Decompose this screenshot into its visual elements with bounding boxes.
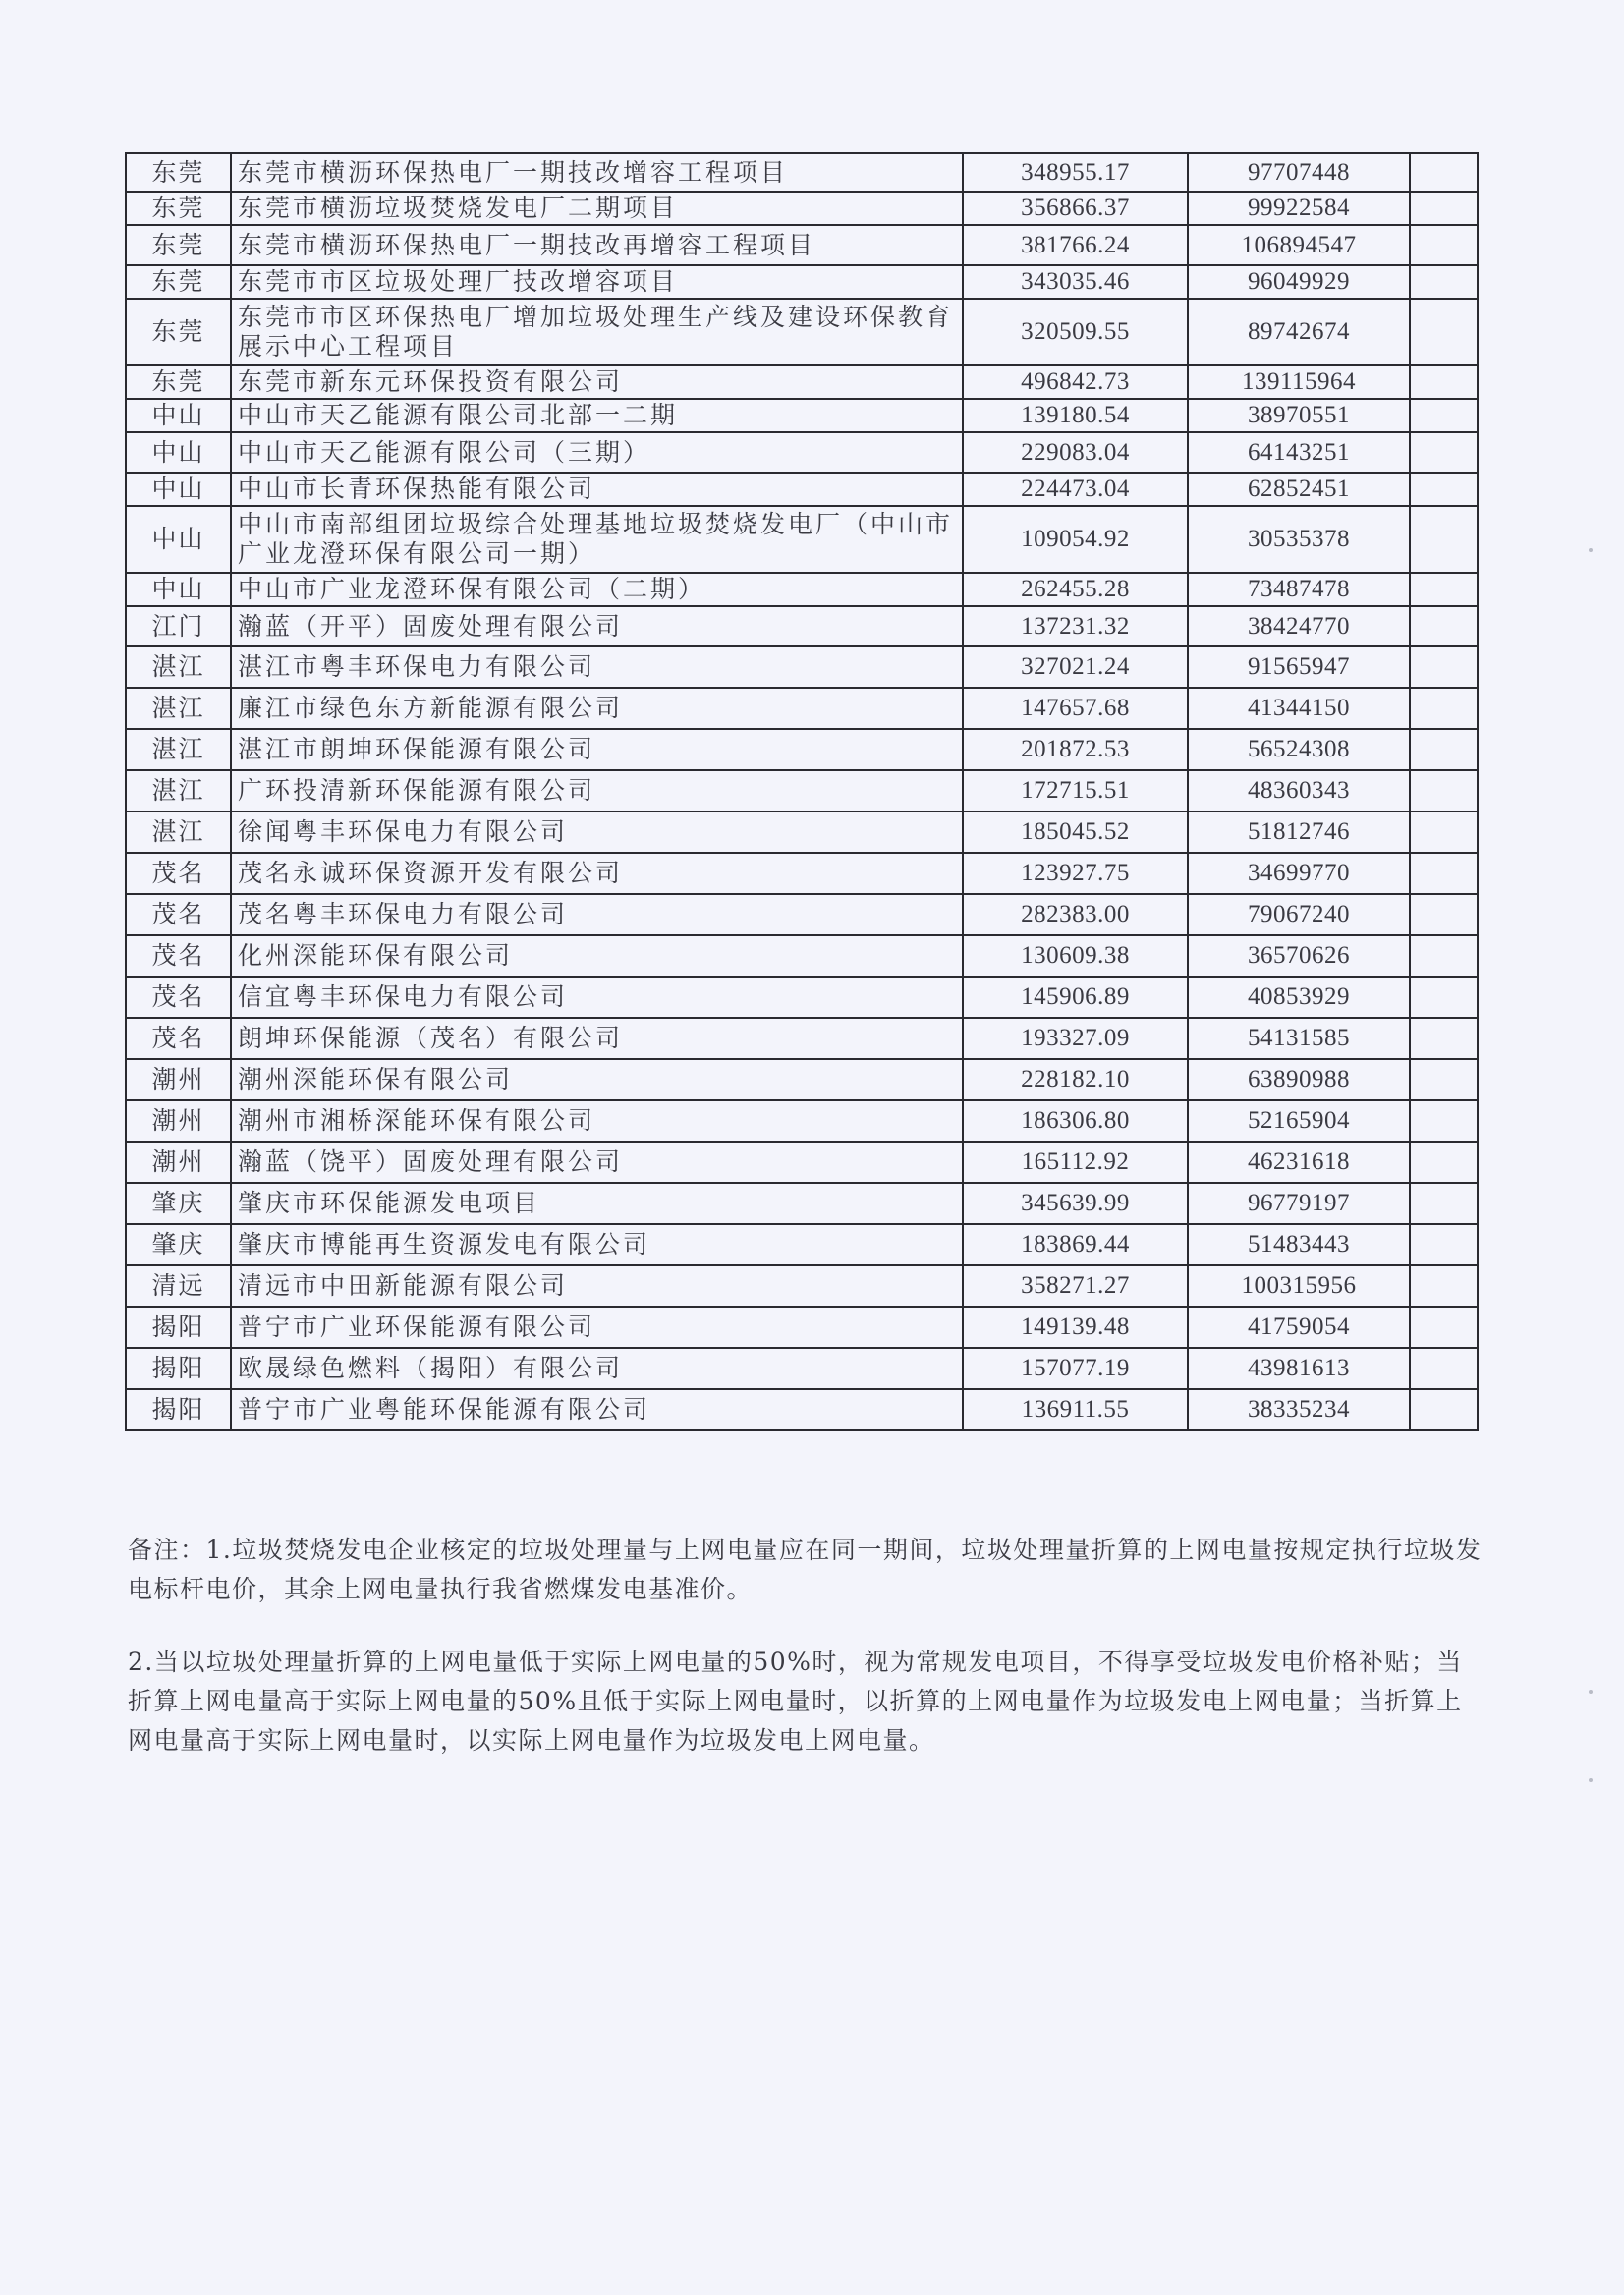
remark-cell xyxy=(1410,365,1478,399)
remark-cell xyxy=(1410,1348,1478,1389)
grid-electricity-cell: 43981613 xyxy=(1188,1348,1410,1389)
remark-cell xyxy=(1410,473,1478,506)
plant-name-cell: 东莞市市区垃圾处理厂技改增容项目 xyxy=(231,265,963,299)
table-row xyxy=(126,1183,1478,1224)
garbage-volume-cell: 358271.27 xyxy=(963,1265,1188,1307)
table-row xyxy=(126,935,1478,977)
remark-cell xyxy=(1410,225,1478,265)
remark-cell xyxy=(1410,646,1478,688)
grid-electricity-cell: 38970551 xyxy=(1188,399,1410,432)
remark-cell xyxy=(1410,770,1478,812)
plant-name-cell: 肇庆市博能再生资源发电有限公司 xyxy=(231,1224,963,1265)
table-row xyxy=(126,1059,1478,1100)
garbage-volume-cell: 123927.75 xyxy=(963,853,1188,894)
table-row xyxy=(126,729,1478,770)
garbage-volume-cell: 496842.73 xyxy=(963,365,1188,399)
remark-cell xyxy=(1410,729,1478,770)
remark-cell xyxy=(1410,853,1478,894)
grid-electricity-cell: 139115964 xyxy=(1188,365,1410,399)
table-row xyxy=(126,432,1478,473)
table-row xyxy=(126,977,1478,1018)
table-row xyxy=(126,770,1478,812)
garbage-volume-cell: 193327.09 xyxy=(963,1018,1188,1059)
plant-name-cell: 中山市长青环保热能有限公司 xyxy=(231,473,963,506)
plant-name-cell: 湛江市朗坤环保能源有限公司 xyxy=(231,729,963,770)
garbage-volume-cell: 185045.52 xyxy=(963,812,1188,853)
garbage-volume-cell: 228182.10 xyxy=(963,1059,1188,1100)
garbage-volume-cell: 172715.51 xyxy=(963,770,1188,812)
table-row xyxy=(126,1100,1478,1142)
plant-name-cell: 徐闻粤丰环保电力有限公司 xyxy=(231,812,963,853)
remark-cell xyxy=(1410,1018,1478,1059)
city-cell: 东莞 xyxy=(126,225,231,265)
plant-name-cell: 中山市天乙能源有限公司北部一二期 xyxy=(231,399,963,432)
city-cell: 东莞 xyxy=(126,265,231,299)
remark-cell xyxy=(1410,935,1478,977)
table-row xyxy=(126,1389,1478,1430)
plant-name-cell: 瀚蓝（开平）固废处理有限公司 xyxy=(231,606,963,646)
grid-electricity-cell: 38424770 xyxy=(1188,606,1410,646)
grid-electricity-cell: 64143251 xyxy=(1188,432,1410,473)
grid-electricity-cell: 73487478 xyxy=(1188,573,1410,606)
garbage-volume-cell: 229083.04 xyxy=(963,432,1188,473)
garbage-volume-cell: 165112.92 xyxy=(963,1142,1188,1183)
grid-electricity-cell: 62852451 xyxy=(1188,473,1410,506)
remark-cell xyxy=(1410,1307,1478,1348)
remark-cell xyxy=(1410,299,1478,365)
table-row xyxy=(126,225,1478,265)
city-cell: 东莞 xyxy=(126,365,231,399)
city-cell: 湛江 xyxy=(126,646,231,688)
city-cell: 潮州 xyxy=(126,1100,231,1142)
grid-electricity-cell: 97707448 xyxy=(1188,153,1410,192)
plant-name-cell: 潮州市湘桥深能环保有限公司 xyxy=(231,1100,963,1142)
remark-cell xyxy=(1410,1142,1478,1183)
grid-electricity-cell: 41344150 xyxy=(1188,688,1410,729)
scan-speck xyxy=(1589,1690,1593,1694)
garbage-volume-cell: 157077.19 xyxy=(963,1348,1188,1389)
city-cell: 中山 xyxy=(126,573,231,606)
grid-electricity-cell: 79067240 xyxy=(1188,894,1410,935)
plant-name-cell: 潮州深能环保有限公司 xyxy=(231,1059,963,1100)
table-row xyxy=(126,688,1478,729)
plant-name-cell: 普宁市广业粤能环保能源有限公司 xyxy=(231,1389,963,1430)
plant-name-cell: 东莞市横沥环保热电厂一期技改增容工程项目 xyxy=(231,153,963,192)
city-cell: 中山 xyxy=(126,432,231,473)
grid-electricity-cell: 99922584 xyxy=(1188,192,1410,225)
garbage-volume-cell: 183869.44 xyxy=(963,1224,1188,1265)
garbage-volume-cell: 145906.89 xyxy=(963,977,1188,1018)
notes-section xyxy=(128,1531,1484,1761)
city-cell: 中山 xyxy=(126,473,231,506)
grid-electricity-cell: 51812746 xyxy=(1188,812,1410,853)
remark-cell xyxy=(1410,977,1478,1018)
grid-electricity-cell: 40853929 xyxy=(1188,977,1410,1018)
garbage-volume-cell: 282383.00 xyxy=(963,894,1188,935)
city-cell: 东莞 xyxy=(126,299,231,365)
remark-cell xyxy=(1410,432,1478,473)
table-row xyxy=(126,365,1478,399)
table-row xyxy=(126,1224,1478,1265)
city-cell: 潮州 xyxy=(126,1142,231,1183)
table-row xyxy=(126,473,1478,506)
grid-electricity-cell: 48360343 xyxy=(1188,770,1410,812)
remark-cell xyxy=(1410,265,1478,299)
plant-name-cell: 茂名粤丰环保电力有限公司 xyxy=(231,894,963,935)
table-row xyxy=(126,894,1478,935)
plant-name-cell: 普宁市广业环保能源有限公司 xyxy=(231,1307,963,1348)
plant-name-cell: 东莞市横沥环保热电厂一期技改再增容工程项目 xyxy=(231,225,963,265)
city-cell: 肇庆 xyxy=(126,1224,231,1265)
power-plant-table xyxy=(125,152,1479,1431)
city-cell: 肇庆 xyxy=(126,1183,231,1224)
garbage-volume-cell: 327021.24 xyxy=(963,646,1188,688)
grid-electricity-cell: 89742674 xyxy=(1188,299,1410,365)
plant-name-cell: 欧晟绿色燃料（揭阳）有限公司 xyxy=(231,1348,963,1389)
remark-cell xyxy=(1410,688,1478,729)
garbage-volume-cell: 262455.28 xyxy=(963,573,1188,606)
remark-cell xyxy=(1410,506,1478,573)
city-cell: 茂名 xyxy=(126,977,231,1018)
plant-name-cell: 中山市广业龙澄环保有限公司（二期） xyxy=(231,573,963,606)
grid-electricity-cell: 41759054 xyxy=(1188,1307,1410,1348)
garbage-volume-cell: 147657.68 xyxy=(963,688,1188,729)
city-cell: 中山 xyxy=(126,506,231,573)
city-cell: 揭阳 xyxy=(126,1348,231,1389)
grid-electricity-cell: 46231618 xyxy=(1188,1142,1410,1183)
table-row xyxy=(126,399,1478,432)
remark-cell xyxy=(1410,1224,1478,1265)
table-row xyxy=(126,265,1478,299)
scan-speck xyxy=(1589,1778,1593,1782)
garbage-volume-cell: 109054.92 xyxy=(963,506,1188,573)
plant-name-cell: 信宜粤丰环保电力有限公司 xyxy=(231,977,963,1018)
city-cell: 潮州 xyxy=(126,1059,231,1100)
remark-cell xyxy=(1410,573,1478,606)
table-row xyxy=(126,646,1478,688)
plant-name-cell: 化州深能环保有限公司 xyxy=(231,935,963,977)
table-row xyxy=(126,299,1478,365)
garbage-volume-cell: 130609.38 xyxy=(963,935,1188,977)
garbage-volume-cell: 139180.54 xyxy=(963,399,1188,432)
garbage-volume-cell: 348955.17 xyxy=(963,153,1188,192)
table-row xyxy=(126,853,1478,894)
scan-speck xyxy=(1589,548,1593,552)
remark-cell xyxy=(1410,153,1478,192)
city-cell: 中山 xyxy=(126,399,231,432)
plant-name-cell: 瀚蓝（饶平）固废处理有限公司 xyxy=(231,1142,963,1183)
city-cell: 揭阳 xyxy=(126,1307,231,1348)
city-cell: 湛江 xyxy=(126,729,231,770)
note-1: 备注：1.垃圾焚烧发电企业核定的垃圾处理量与上网电量应在同一期间，垃圾处理量折算的上网电量按规定执行垃圾发电标杆电价，其余上网电量执行我省燃煤发电基准价。 xyxy=(128,1536,1483,1603)
city-cell: 揭阳 xyxy=(126,1389,231,1430)
city-cell: 东莞 xyxy=(126,153,231,192)
table-row xyxy=(126,812,1478,853)
table-row xyxy=(126,1307,1478,1348)
remark-cell xyxy=(1410,606,1478,646)
table-row xyxy=(126,192,1478,225)
garbage-volume-cell: 343035.46 xyxy=(963,265,1188,299)
table-row xyxy=(126,506,1478,573)
garbage-volume-cell: 345639.99 xyxy=(963,1183,1188,1224)
grid-electricity-cell: 51483443 xyxy=(1188,1224,1410,1265)
city-cell: 湛江 xyxy=(126,812,231,853)
remark-cell xyxy=(1410,1059,1478,1100)
remark-cell xyxy=(1410,1183,1478,1224)
remark-cell xyxy=(1410,1389,1478,1430)
grid-electricity-cell: 38335234 xyxy=(1188,1389,1410,1430)
garbage-volume-cell: 381766.24 xyxy=(963,225,1188,265)
plant-name-cell: 东莞市市区环保热电厂增加垃圾处理生产线及建设环保教育展示中心工程项目 xyxy=(231,299,963,365)
table-row xyxy=(126,1348,1478,1389)
remark-cell xyxy=(1410,1100,1478,1142)
plant-name-cell: 东莞市横沥垃圾焚烧发电厂二期项目 xyxy=(231,192,963,225)
grid-electricity-cell: 30535378 xyxy=(1188,506,1410,573)
city-cell: 湛江 xyxy=(126,688,231,729)
garbage-volume-cell: 136911.55 xyxy=(963,1389,1188,1430)
plant-name-cell: 清远市中田新能源有限公司 xyxy=(231,1265,963,1307)
plant-name-cell: 朗坤环保能源（茂名）有限公司 xyxy=(231,1018,963,1059)
grid-electricity-cell: 63890988 xyxy=(1188,1059,1410,1100)
remark-cell xyxy=(1410,399,1478,432)
plant-name-cell: 茂名永诚环保资源开发有限公司 xyxy=(231,853,963,894)
plant-name-cell: 东莞市新东元环保投资有限公司 xyxy=(231,365,963,399)
city-cell: 清远 xyxy=(126,1265,231,1307)
city-cell: 茂名 xyxy=(126,935,231,977)
grid-electricity-cell: 100315956 xyxy=(1188,1265,1410,1307)
plant-name-cell: 肇庆市环保能源发电项目 xyxy=(231,1183,963,1224)
plant-name-cell: 中山市天乙能源有限公司（三期） xyxy=(231,432,963,473)
city-cell: 江门 xyxy=(126,606,231,646)
garbage-volume-cell: 224473.04 xyxy=(963,473,1188,506)
table-row xyxy=(126,606,1478,646)
city-cell: 茂名 xyxy=(126,1018,231,1059)
garbage-volume-cell: 149139.48 xyxy=(963,1307,1188,1348)
table-row xyxy=(126,573,1478,606)
grid-electricity-cell: 54131585 xyxy=(1188,1018,1410,1059)
grid-electricity-cell: 36570626 xyxy=(1188,935,1410,977)
table-row xyxy=(126,1142,1478,1183)
table-row xyxy=(126,1018,1478,1059)
plant-name-cell: 廉江市绿色东方新能源有限公司 xyxy=(231,688,963,729)
grid-electricity-cell: 34699770 xyxy=(1188,853,1410,894)
city-cell: 东莞 xyxy=(126,192,231,225)
grid-electricity-cell: 56524308 xyxy=(1188,729,1410,770)
remark-cell xyxy=(1410,192,1478,225)
garbage-volume-cell: 186306.80 xyxy=(963,1100,1188,1142)
remark-cell xyxy=(1410,894,1478,935)
grid-electricity-cell: 96049929 xyxy=(1188,265,1410,299)
garbage-volume-cell: 137231.32 xyxy=(963,606,1188,646)
plant-name-cell: 湛江市粤丰环保电力有限公司 xyxy=(231,646,963,688)
grid-electricity-cell: 96779197 xyxy=(1188,1183,1410,1224)
table-row xyxy=(126,1265,1478,1307)
grid-electricity-cell: 106894547 xyxy=(1188,225,1410,265)
garbage-volume-cell: 201872.53 xyxy=(963,729,1188,770)
grid-electricity-cell: 52165904 xyxy=(1188,1100,1410,1142)
grid-electricity-cell: 91565947 xyxy=(1188,646,1410,688)
table-row xyxy=(126,153,1478,192)
city-cell: 茂名 xyxy=(126,894,231,935)
garbage-volume-cell: 320509.55 xyxy=(963,299,1188,365)
garbage-volume-cell: 356866.37 xyxy=(963,192,1188,225)
remark-cell xyxy=(1410,812,1478,853)
plant-name-cell: 中山市南部组团垃圾综合处理基地垃圾焚烧发电厂（中山市广业龙澄环保有限公司一期） xyxy=(231,506,963,573)
plant-name-cell: 广环投清新环保能源有限公司 xyxy=(231,770,963,812)
city-cell: 湛江 xyxy=(126,770,231,812)
remark-cell xyxy=(1410,1265,1478,1307)
city-cell: 茂名 xyxy=(126,853,231,894)
note-2: 2.当以垃圾处理量折算的上网电量低于实际上网电量的50%时，视为常规发电项目，不得享受垃圾发电价格补贴；当折算上网电量高于实际上网电量的50%且低于实际上网电量时，以折算的上网电量作为垃圾发电上网电量；当折算上网电量高于实际上网电量时，以实际上网电量作为垃圾发电上网电量。 xyxy=(128,1648,1463,1755)
